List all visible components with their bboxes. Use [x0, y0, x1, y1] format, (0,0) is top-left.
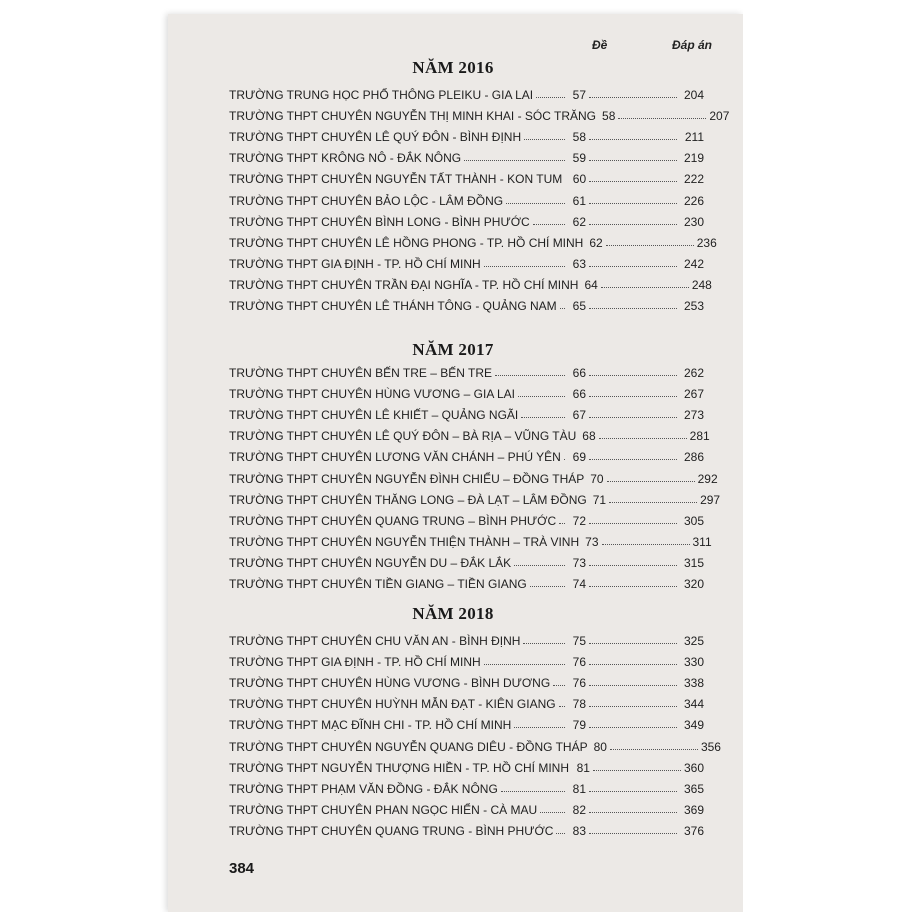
answer-page-number: 273	[683, 408, 704, 423]
dot-leader	[514, 564, 565, 566]
dot-leader	[484, 265, 565, 267]
dot-leader	[609, 501, 697, 503]
problem-page-number: 69	[572, 450, 586, 465]
problem-page-number: 62	[572, 214, 586, 229]
problem-page-number: 61	[572, 193, 586, 208]
school-name: TRƯỜNG THPT CHUYÊN TIỀN GIANG – TIỀN GIANG	[229, 577, 527, 591]
section-year-heading	[0, 58, 912, 78]
answer-page-number: 248	[691, 277, 712, 292]
toc-entry[interactable]	[229, 508, 704, 528]
dot-leader	[518, 395, 565, 397]
dot-leader	[589, 726, 677, 728]
problem-page-number: 82	[572, 802, 586, 817]
dot-leader	[484, 663, 565, 665]
dot-leader	[589, 416, 677, 418]
dot-leader	[559, 705, 565, 707]
answer-page-number: 236	[696, 235, 717, 250]
school-name: TRƯỜNG THPT CHUYÊN BÌNH LONG - BÌNH PHƯỚC	[229, 214, 530, 229]
dot-leader	[589, 663, 677, 665]
school-name: TRƯỜNG THPT GIA ĐỊNH - TP. HỒ CHÍ MINH	[229, 256, 481, 271]
problem-page-number: 75	[572, 634, 586, 648]
answer-page-number: 204	[683, 88, 704, 102]
dot-leader	[553, 684, 565, 686]
school-name: TRƯỜNG THPT CHUYÊN LƯƠNG VĂN CHÁNH – PHÚ YÊN	[229, 450, 561, 465]
toc-entry[interactable]	[229, 797, 704, 817]
dot-leader	[589, 585, 677, 587]
problem-page-number: 73	[572, 555, 586, 570]
toc-entry[interactable]	[229, 529, 712, 549]
dot-leader	[610, 748, 698, 750]
toc-entry[interactable]	[229, 550, 704, 570]
toc-entry[interactable]	[229, 628, 704, 648]
school-name: TRƯỜNG THPT CHUYÊN LÊ KHIẾT – QUẢNG NGÃI	[229, 408, 519, 423]
answer-page-number: 365	[683, 781, 704, 796]
school-name: TRƯỜNG THPT CHUYÊN TRẦN ĐẠI NGHĨA - TP. HỒ CHÍ MINH	[229, 277, 579, 292]
dot-leader	[602, 543, 690, 545]
toc-entry[interactable]	[229, 381, 704, 401]
problem-page-number: 80	[593, 739, 607, 754]
dot-leader	[559, 522, 565, 524]
dot-leader	[599, 437, 687, 439]
school-name: TRƯỜNG THPT CHUYÊN HÙNG VƯƠNG – GIA LAI	[229, 387, 516, 402]
school-name: TRƯỜNG THPT GIA ĐỊNH - TP. HỒ CHÍ MINH	[229, 655, 481, 670]
toc-entry[interactable]	[229, 293, 704, 313]
problem-page-number: 73	[585, 534, 599, 549]
answer-page-number: 344	[683, 697, 704, 712]
toc-entry[interactable]	[229, 360, 704, 380]
answer-page-number: 369	[683, 802, 704, 817]
answer-page-number: 226	[683, 193, 704, 208]
dot-leader	[589, 265, 677, 267]
school-name: TRƯỜNG THPT CHUYÊN BẢO LỘC - LÂM ĐỒNG	[229, 193, 504, 208]
dot-leader	[536, 96, 565, 98]
school-name: TRƯỜNG THPT CHUYÊN NGUYỄN ĐÌNH CHIỂU – ĐỒNG THÁP	[229, 471, 585, 486]
problem-page-number: 59	[572, 151, 586, 166]
answer-page-number: 338	[683, 676, 704, 691]
answer-page-number: 262	[683, 366, 704, 380]
school-name: TRƯỜNG THPT CHUYÊN CHU VĂN AN - BÌNH ĐỊNH	[229, 634, 521, 648]
toc-entry[interactable]	[229, 818, 704, 838]
dot-leader	[606, 244, 694, 246]
dot-leader	[589, 374, 677, 376]
answer-page-number: 311	[692, 534, 712, 549]
school-name: TRƯỜNG THPT MẠC ĐĨNH CHI - TP. HỒ CHÍ MINH	[229, 718, 512, 733]
problem-page-number: 60	[572, 172, 587, 187]
page-margin	[743, 0, 912, 912]
problem-page-number: 62	[589, 235, 603, 250]
school-name: TRƯỜNG THPT CHUYÊN NGUYỄN TẤT THÀNH - KON TUM	[229, 172, 563, 187]
school-name: TRƯỜNG THPT CHUYÊN QUANG TRUNG - BÌNH PHƯỚC	[229, 823, 554, 838]
school-name: TRƯỜNG THPT CHUYÊN HUỲNH MẪN ĐẠT - KIÊN GIANG	[229, 697, 556, 712]
dot-leader	[589, 159, 677, 161]
dot-leader	[593, 769, 681, 771]
problem-page-number: 78	[572, 697, 586, 712]
toc-entry[interactable]	[229, 649, 704, 669]
answer-page-number: 297	[700, 492, 721, 507]
problem-page-number: 58	[572, 130, 586, 145]
dot-leader	[521, 416, 565, 418]
toc-entry[interactable]	[229, 734, 721, 754]
dot-leader	[589, 458, 677, 460]
answer-page-number: 242	[683, 256, 704, 271]
dot-leader	[524, 138, 565, 140]
problem-page-number: 74	[572, 577, 586, 591]
school-name: TRƯỜNG THPT KRÔNG NÔ - ĐẮK NÔNG	[229, 151, 462, 166]
school-name: TRƯỜNG THPT CHUYÊN NGUYỄN THIỆN THÀNH – TRÀ VINH	[229, 534, 580, 549]
section-year-heading	[0, 604, 912, 624]
answer-page-number: 315	[683, 555, 704, 570]
toc-entry[interactable]	[229, 103, 730, 124]
year-label: NĂM 2018	[412, 604, 494, 623]
toc-entry[interactable]	[229, 145, 704, 165]
toc-entry[interactable]	[229, 272, 712, 292]
problem-page-number: 68	[582, 429, 596, 444]
school-name: TRƯỜNG THPT CHUYÊN THĂNG LONG – ĐÀ LẠT – LÂM ĐỒNG	[229, 492, 587, 507]
answer-page-number: 207	[709, 109, 730, 124]
dot-leader	[589, 564, 677, 566]
problem-page-number: 79	[572, 718, 586, 733]
problem-page-number: 83	[572, 823, 586, 838]
toc-entry[interactable]	[229, 691, 704, 711]
answer-page-number: 281	[689, 429, 710, 444]
dot-leader	[523, 642, 565, 644]
dot-leader	[589, 307, 677, 309]
school-name: TRƯỜNG THPT CHUYÊN NGUYỄN QUANG DIÊU - ĐỒNG THÁP	[229, 739, 588, 754]
answer-page-number: 360	[683, 760, 704, 775]
school-name: TRƯỜNG TRUNG HỌC PHỔ THÔNG PLEIKU - GIA LAI	[229, 88, 534, 102]
page-number: 384	[229, 860, 255, 877]
toc-entry[interactable]	[229, 230, 717, 250]
dot-leader	[464, 159, 565, 161]
column-header-dap-an: Đáp án	[672, 38, 713, 52]
dot-leader	[589, 811, 677, 813]
dot-leader	[589, 705, 677, 707]
answer-page-number: 349	[683, 718, 704, 733]
dot-leader	[589, 96, 677, 98]
answer-page-number: 219	[683, 151, 704, 166]
problem-page-number: 72	[572, 513, 586, 528]
answer-page-number: 325	[683, 634, 704, 648]
answer-page-number: 320	[683, 577, 704, 591]
dot-leader	[533, 223, 565, 225]
toc-entry[interactable]	[229, 423, 710, 444]
toc-entry[interactable]	[229, 571, 704, 591]
problem-page-number: 57	[572, 88, 586, 102]
answer-page-number: 305	[683, 513, 704, 528]
toc-entry[interactable]	[229, 82, 704, 102]
problem-page-number: 67	[572, 408, 586, 423]
answer-page-number: 230	[683, 214, 704, 229]
dot-leader	[589, 395, 677, 397]
toc-entry[interactable]	[229, 251, 704, 271]
dot-leader	[589, 642, 677, 644]
school-name: TRƯỜNG THPT PHẠM VĂN ĐỒNG - ĐẮK NÔNG	[229, 781, 498, 796]
column-header-de: Đề	[592, 38, 608, 52]
problem-page-number: 66	[572, 366, 586, 380]
dot-leader	[607, 480, 695, 482]
answer-page-number: 253	[683, 299, 704, 313]
dot-leader	[556, 832, 565, 834]
dot-leader	[589, 522, 677, 524]
dot-leader	[618, 117, 706, 119]
answer-page-number: 267	[683, 387, 704, 402]
school-name: TRƯỜNG THPT CHUYÊN QUANG TRUNG – BÌNH PHƯỚC	[229, 513, 557, 528]
toc-entry[interactable]	[229, 402, 704, 422]
problem-page-number: 70	[590, 471, 604, 486]
problem-page-number: 65	[572, 299, 586, 313]
problem-page-number: 58	[602, 109, 616, 124]
answer-page-number: 286	[683, 450, 704, 465]
toc-entry[interactable]	[229, 209, 704, 229]
year-label: NĂM 2017	[412, 340, 494, 359]
problem-page-number: 71	[592, 492, 607, 507]
dot-leader	[589, 790, 677, 792]
answer-page-number: 292	[697, 471, 718, 486]
school-name: TRƯỜNG THPT CHUYÊN NGUYỄN THỊ MINH KHAI - SÓC TRĂNG	[229, 109, 597, 124]
dot-leader	[495, 374, 565, 376]
problem-page-number: 76	[572, 655, 586, 670]
dot-leader	[589, 832, 677, 834]
answer-page-number: 211	[684, 130, 704, 145]
problem-page-number: 76	[572, 676, 586, 691]
problem-page-number: 64	[584, 277, 598, 292]
toc-entry[interactable]	[229, 444, 704, 464]
answer-page-number: 330	[683, 655, 704, 670]
dot-leader	[560, 307, 565, 309]
toc-entry[interactable]	[229, 755, 704, 775]
problem-page-number: 81	[572, 781, 586, 796]
toc-entry[interactable]	[229, 124, 704, 144]
school-name: TRƯỜNG THPT CHUYÊN LÊ THÁNH TÔNG - QUẢNG NAM	[229, 299, 557, 313]
dot-leader	[540, 811, 565, 813]
dot-leader	[589, 180, 677, 182]
school-name: TRƯỜNG THPT CHUYÊN BẾN TRE – BẾN TRE	[229, 366, 493, 380]
school-name: TRƯỜNG THPT CHUYÊN LÊ QUÝ ĐÔN – BÀ RỊA – VŨNG TÀU	[229, 429, 577, 444]
dot-leader	[506, 202, 565, 204]
toc-entry[interactable]	[229, 670, 704, 690]
school-name: TRƯỜNG THPT CHUYÊN LÊ QUÝ ĐÔN - BÌNH ĐỊNH	[229, 130, 522, 145]
section-year-heading	[0, 340, 912, 360]
toc-entry[interactable]	[229, 188, 704, 208]
school-name: TRƯỜNG THPT CHUYÊN HÙNG VƯƠNG - BÌNH DƯƠNG	[229, 676, 551, 691]
dot-leader	[564, 458, 565, 460]
dot-leader	[530, 585, 565, 587]
year-label: NĂM 2016	[412, 58, 494, 77]
answer-page-number: 222	[683, 172, 704, 187]
dot-leader	[501, 790, 565, 792]
problem-page-number: 81	[576, 760, 590, 775]
dot-leader	[589, 684, 677, 686]
school-name: TRƯỜNG THPT NGUYỄN THƯỢNG HIỀN - TP. HỒ CHÍ MINH	[229, 760, 569, 775]
school-name: TRƯỜNG THPT CHUYÊN NGUYỄN DU – ĐẮK LẮK	[229, 555, 512, 570]
answer-page-number: 376	[683, 823, 704, 838]
dot-leader	[589, 138, 677, 140]
problem-page-number: 63	[572, 256, 586, 271]
school-name: TRƯỜNG THPT CHUYÊN LÊ HỒNG PHONG - TP. HỒ CHÍ MINH	[229, 235, 584, 250]
dot-leader	[601, 286, 689, 288]
toc-entry[interactable]	[229, 776, 704, 796]
problem-page-number: 66	[572, 387, 586, 402]
toc-entry[interactable]	[229, 166, 704, 186]
dot-leader	[589, 202, 677, 204]
answer-page-number: 356	[700, 739, 721, 754]
school-name: TRƯỜNG THPT CHUYÊN PHAN NGỌC HIỂN - CÀ MAU	[229, 802, 538, 817]
toc-entry[interactable]	[229, 712, 704, 732]
toc-entry[interactable]	[229, 466, 718, 486]
dot-leader	[589, 223, 677, 225]
toc-entry[interactable]	[229, 487, 721, 507]
dot-leader	[514, 726, 565, 728]
